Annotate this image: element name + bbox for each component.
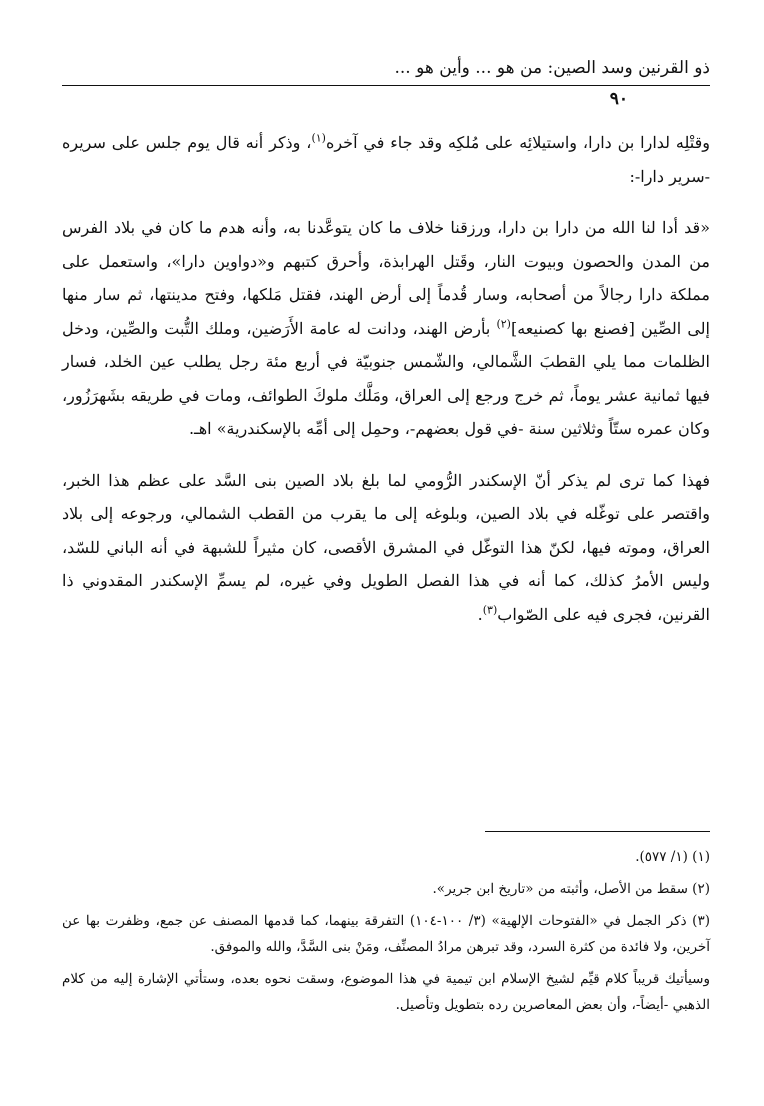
footnote-ref-1: (١) [311, 131, 326, 145]
paragraph-3-part-a: فهذا كما ترى لم يذكر أنّ الإسكندر الرُّومي لما بلغ بلاد الصين بنى السَّد على عظم هذا الخبر، واقتصر على توغّله في بلاد الصين، وبلوغه إلى ما يقرب من القطب الشمالي، ورجوعه إلى بلاد العراق، وموته فيها، لكنّ هذا التوغّل في المشرق الأقصى، كان مثيراً للشبهة في أنه الباني للسّد، وليس الأمرُ كذلك، كما أنه في هذا الفصل الطويل وفي غيره، لم يسمِّ الإسكندر المقدوني ذا القرنين، فجرى فيه على الصّواب [62, 470, 711, 624]
page-number: ٩٠ [602, 89, 636, 109]
footnotes [62, 844, 710, 1018]
footnote-rule [485, 831, 710, 832]
footnote-ref-3: (٣) [482, 603, 498, 617]
footnote-ref-2: (٢) [496, 317, 511, 331]
paragraph-2-quote [62, 211, 710, 446]
footnote-3: (٣) ذكر الجمل في «الفتوحات الإلهية» (٣/ ١٠٠-١٠٤) التفرقة بينهما، كما قدمها المصنف عن جمع، وظفرت بها عن آخرين، ولا فائدة من كثرة السرد، وقد تبرهن مرادُ المصنِّف، ومَنْ بنى السَّدَّ، والله والموفق. [62, 913, 710, 955]
paragraph-2-part-b: بأرض الهند، ودانت له عامة الأَرَضين، وملك التُّبت والصِّين، ودخل الظلمات مما يلي القطبَ الشَّمالي، والشّمس جنوبيّة في أربع مئة رجل يطلب عين الخلد، فسار فيها ثمانية عشر يوماً، ثم خرج ورجع إلى العراق، ومَلَّك ملوكَ الطوائف، ومات في طريقه بشَهرَزُور، وكان عمره ستّاً وثلاثين سنة -في قول بعضهم-، وحمِل إلى أمِّه بالإسكندرية» اهـ. [62, 318, 711, 438]
footnote-1: (١) (١/ ٥٧٧). [635, 849, 710, 865]
paragraph-1 [62, 126, 710, 193]
paragraph-3 [62, 464, 710, 632]
paragraph-2-part-a: «قد أدا لنا الله من دارا بن دارا، ورزقنا خلاف ما كان يتوعَّدنا به، وأنه هدم ما كان في بلاد الفرس من المدن والحصون وبيوت النار، وقَتل الهرابذة، وأحرق كتبهم و«دواوين دارا»، واستعمل على مملكة دارا رجالاً من أصحابه، وسار قُدماً إلى أرض الهند، فقتل مَلكها، وفتح مدينتها، ثم سار منها إلى الصِّين [فصنع بها كصنيعه] [62, 218, 711, 338]
footnote-3-continuation: وسيأتيك قريباً كلام قيِّم لشيخ الإسلام ابن تيمية في هذا الموضوع، وسقت نحوه بعده، وستأتي الإشارة إليه من كلام الذهبي -أيضاً-، وأن بعض المعاصرين رده بتطويل وتأصيل. [62, 971, 710, 1013]
paragraph-1-part-b: ، وذكر أنه قال يوم جلس على سريره -سرير دارا-: [62, 133, 710, 186]
header-rule [62, 85, 710, 86]
running-title: ذو القرنين وسد الصين: من هو ... وأين هو ... [394, 58, 710, 78]
main-text [62, 126, 710, 631]
paragraph-3-part-b: . [477, 604, 483, 624]
paragraph-1-part-a: وقتْلِه لدارا بن دارا، واستيلائِه على مُلكِه وقد جاء في آخره [325, 133, 711, 152]
footnote-2: (٢) سقط من الأصل، وأثبته من «تاريخ ابن جرير». [432, 881, 710, 897]
